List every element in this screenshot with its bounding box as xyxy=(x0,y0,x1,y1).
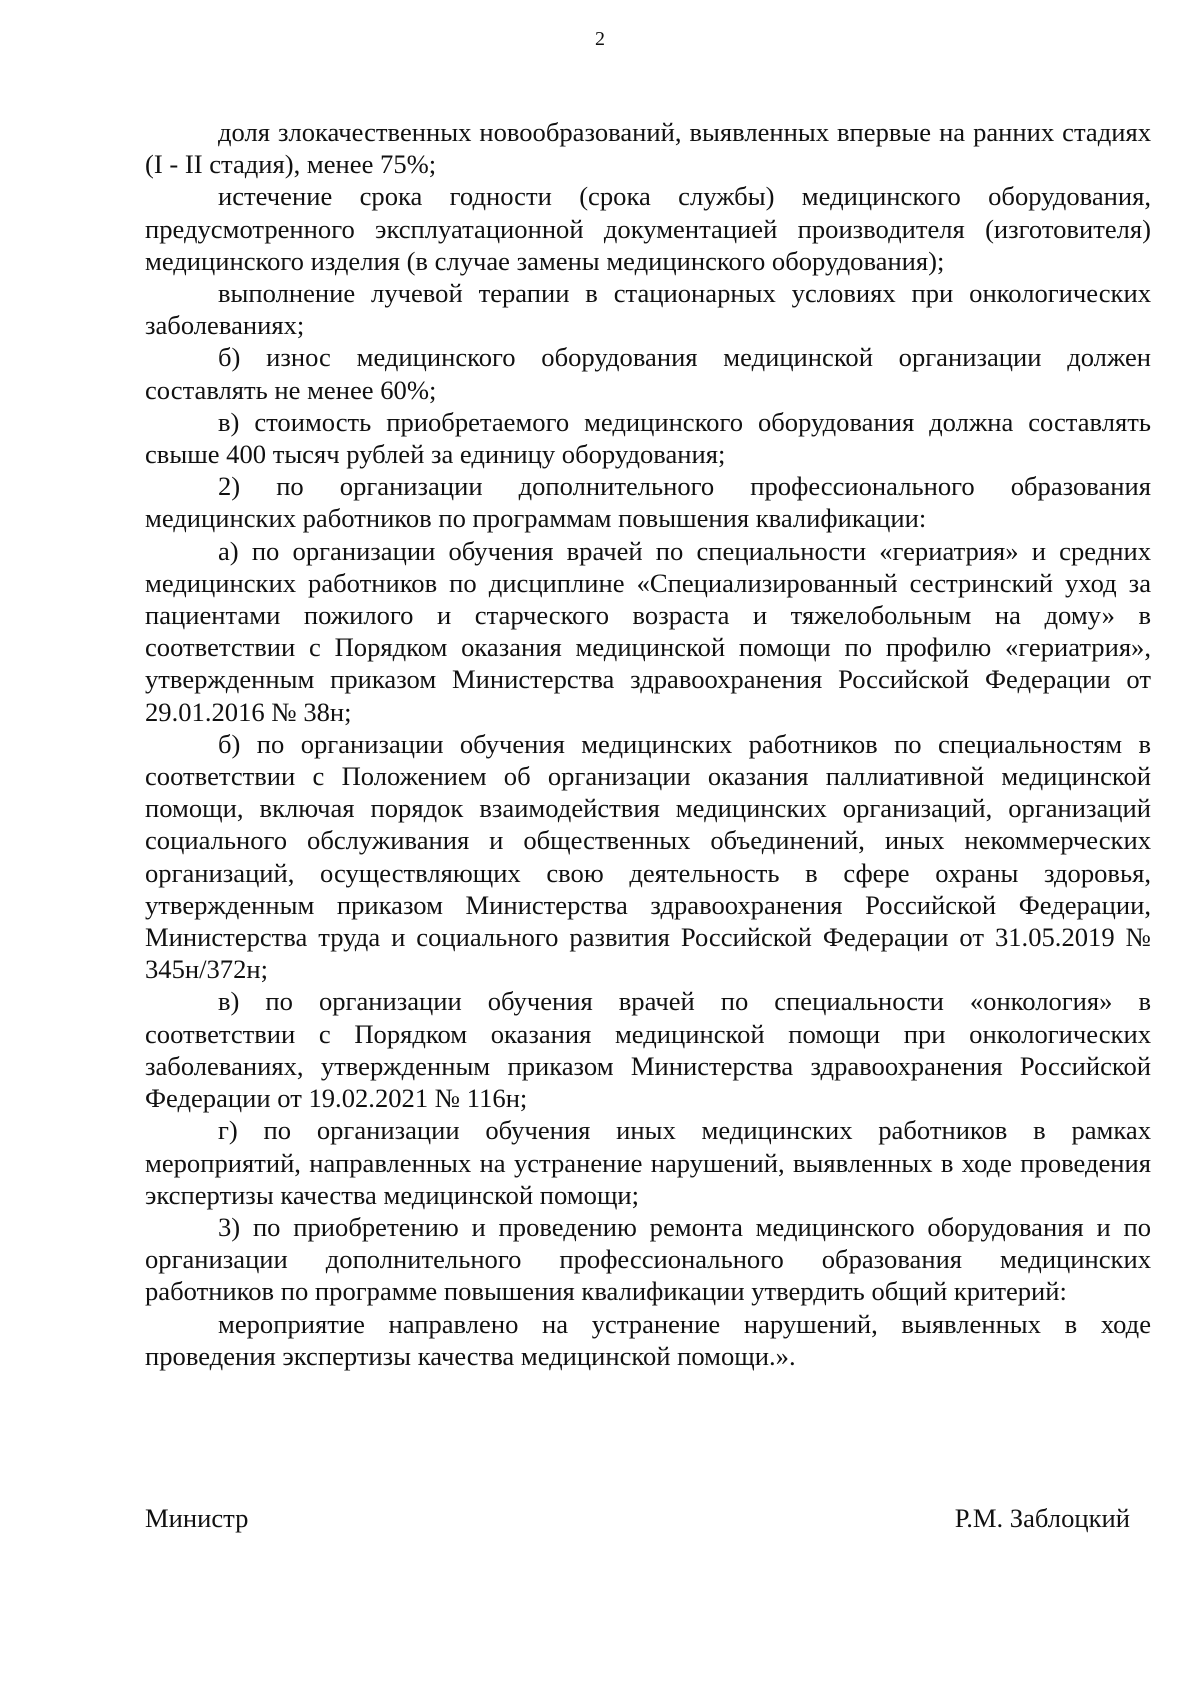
paragraph: а) по организации обучения врачей по специальности «гериатрия» и средних медицинских работников по дисциплине «Специализированный сестринский уход за пациентами пожилого и старческого возраста и тяжелобольным на дому» в соответствии с Порядком оказания медицинской помощи по профилю «гериатрия», утвержденным приказом Министерства здравоохранения Российской Федерации от 29.01.2016 № 38н; xyxy=(145,535,1151,727)
signature-block xyxy=(145,1502,1130,1534)
paragraph: 2) по организации дополнительного профессионального образования медицинских работников по программам повышения квалификации: xyxy=(145,471,1151,534)
paragraph: 3) по приобретению и проведению ремонта медицинского оборудования и по организации дополнительного профессионального образования медицинских работников по программе повышения квалификации утвердить общий критерий: xyxy=(145,1211,1151,1307)
paragraph: доля злокачественных новообразований, выявленных впервые на ранних стадиях (I - II стадия), менее 75%; xyxy=(145,117,1151,180)
signatory-name: Р.М. Заблоцкий xyxy=(954,1503,1130,1533)
paragraph: мероприятие направлено на устранение нарушений, выявленных в ходе проведения экспертизы качества медицинской помощи.». xyxy=(145,1308,1151,1371)
paragraph: выполнение лучевой терапии в стационарных условиях при онкологических заболеваниях; xyxy=(145,278,1151,341)
paragraph: в) стоимость приобретаемого медицинского оборудования должна составлять свыше 400 тысяч рублей за единицу оборудования; xyxy=(145,406,1151,470)
signatory-position: Министр xyxy=(145,1503,249,1533)
page-number: 2 xyxy=(595,28,605,50)
paragraph: б) по организации обучения медицинских работников по специальностям в соответствии с Положением об организации оказания паллиативной медицинской помощи, включая порядок взаимодействия медицинских организаций, организаций социального обслуживания и общественных объединений, иных некоммерческих организаций, осуществляющих свою деятельность в сфере охраны здоровья, утвержденным приказом Министерства здравоохранения Российской Федерации, Министерства труда и социального развития Российской Федерации от 31.05.2019 № 345н/372н; xyxy=(145,728,1151,985)
paragraph: б) износ медицинского оборудования медицинской организации должен составлять не менее 60%; xyxy=(145,342,1151,405)
document-body xyxy=(145,116,1151,1372)
paragraph: г) по организации обучения иных медицинских работников в рамках мероприятий, направленных на устранение нарушений, выявленных в ходе проведения экспертизы качества медицинской помощи; xyxy=(145,1115,1151,1210)
paragraph: истечение срока годности (срока службы) медицинского оборудования, предусмотренного эксплуатационной документацией производителя (изготовителя) медицинского изделия (в случае замены медицинского оборудования); xyxy=(145,181,1151,276)
paragraph: в) по организации обучения врачей по специальности «онкология» в соответствии с Порядком оказания медицинской помощи при онкологических заболеваниях, утвержденным приказом Министерства здравоохранения Российской Федерации от 19.02.2021 № 116н; xyxy=(145,986,1151,1114)
